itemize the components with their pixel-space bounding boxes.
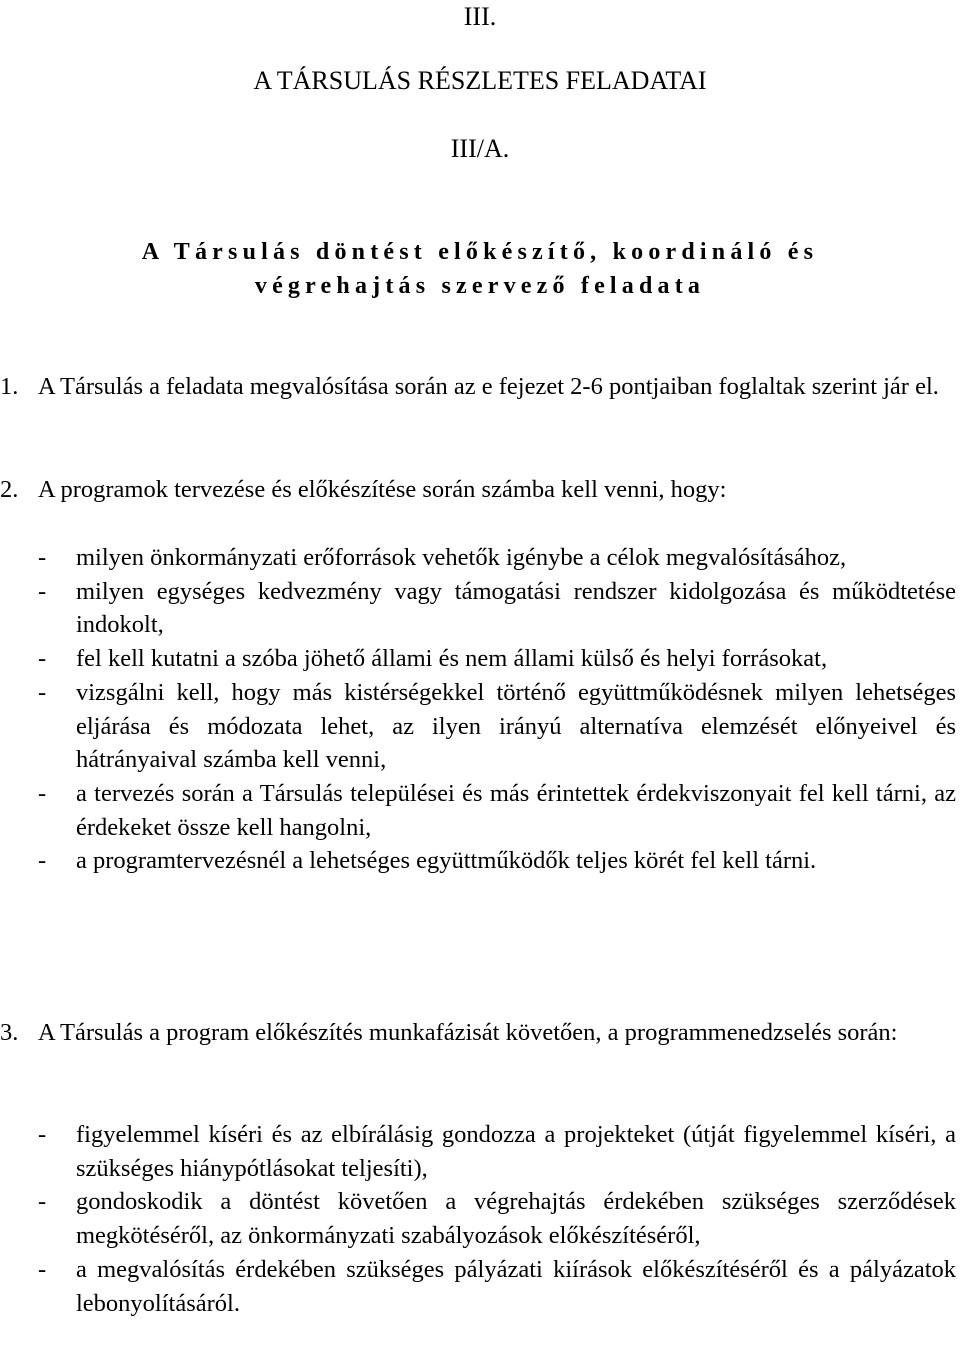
subchapter-number: III/A. [450,134,510,163]
dash-marker: - [38,577,47,605]
chapter-title: A TÁRSULÁS RÉSZLETES FELADATAI [253,66,707,95]
dash-marker: - [38,645,47,673]
dash-marker: - [38,779,47,807]
section-number: 3. [0,1019,19,1046]
list-item: - milyen egységes kedvezmény vagy támogatási rendszer kidolgozása és működtetése indokolt, [38,575,956,642]
dash-marker: - [38,1188,47,1216]
list-item: - gondoskodik a döntést követően a végrehajtás érdekében szükséges szerződések megkötéséről, az önkormányzati szabályozások előkészítéséről, [38,1185,956,1252]
list-item: - a megvalósítás érdekében szükséges pályázati kiírások előkészítéséről és a pályázatok lebonyolításáról. [38,1253,956,1320]
dash-marker: - [38,847,47,875]
section-number: 1. [0,373,19,400]
chapter-number: III. [463,2,497,31]
section-text: A Társulás a program előkészítés munkafázisát követően, a programmenedzselés során: [38,1019,898,1046]
section-3-intro [0,1016,954,1050]
list-item: - a tervezés során a Társulás települései és más érintettek érdekviszonyait fel kell tárni, az érdekeket össze kell hangolni, [38,777,956,844]
section-text: A programok tervezése és előkészítése során számba kell venni, hogy: [38,476,727,503]
dash-marker: - [38,1255,47,1283]
section-3-list [38,1118,956,1320]
subchapter-title-line1: A Társulás döntést előkészítő, koordináló és [141,239,819,265]
section-2-list [38,541,956,878]
list-item: - figyelemmel kíséri és az elbírálásig gondozza a projekteket (útját figyelemmel kíséri, a szükséges hiánypótlásokat teljesíti), [38,1118,956,1185]
section-text: A Társulás a feladata megvalósítása során az e fejezet 2-6 pontjaiban foglaltak szerint jár el. [38,373,939,400]
list-item: - fel kell kutatni a szóba jöhető állami és nem állami külső és helyi forrásokat, [38,642,956,676]
section-number: 2. [0,476,19,503]
dash-marker: - [38,678,47,706]
section-2-intro [0,473,954,507]
list-item: - vizsgálni kell, hogy más kistérségekkel történő együttműködésnek milyen lehetséges eljárása és módozata lehet, az ilyen irányú alternatíva elemzését előnyeivel és hátrányaival számba kell venni, [38,676,956,777]
dash-marker: - [38,544,47,571]
list-item: - a programtervezésnél a lehetséges együttműködők teljes körét fel kell tárni. [38,844,956,878]
subchapter-title-line2: végrehajtás szervező feladata [254,273,706,299]
dash-marker: - [38,1121,47,1148]
section-1 [0,370,954,404]
list-item: - milyen önkormányzati erőforrások vehetők igénybe a célok megvalósításához, [38,541,956,575]
